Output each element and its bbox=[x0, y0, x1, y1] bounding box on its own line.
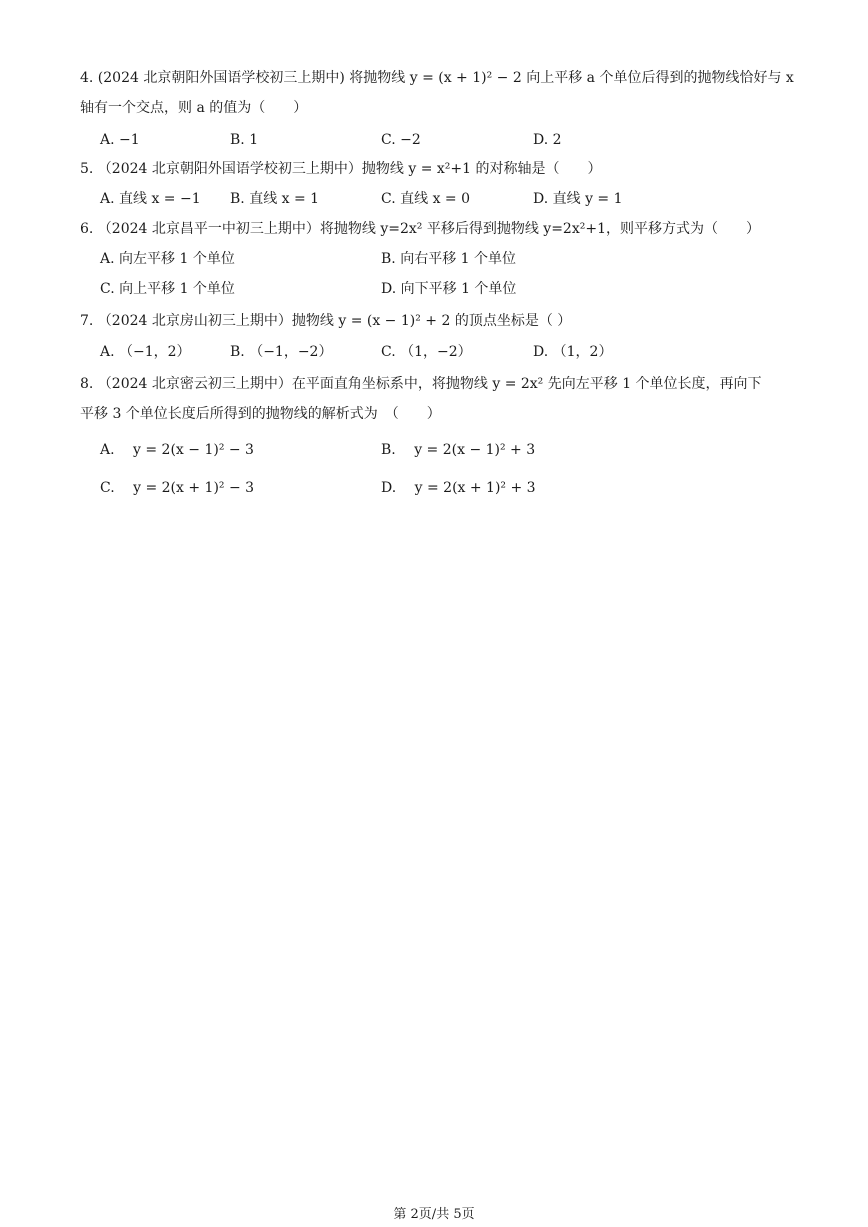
question-5-option-c: C. 直线 x = 0 bbox=[381, 191, 470, 207]
question-8-stem-line-1: 8. （2024 北京密云初三上期中）在平面直角坐标系中，将抛物线 y = 2x² 先向左平移 1 个单位长度，再向下 bbox=[80, 376, 762, 392]
question-7-stem: 7. （2024 北京房山初三上期中）抛物线 y = (x − 1)² + 2 的顶点坐标是（ ） bbox=[80, 313, 572, 329]
question-8-stem-line-2: 平移 3 个单位长度后所得到的抛物线的解析式为 （ ） bbox=[80, 406, 441, 422]
page-number-footer: 第 2页/共 5页 bbox=[393, 1207, 475, 1222]
question-6-option-b: B. 向右平移 1 个单位 bbox=[381, 251, 516, 267]
question-5-option-d: D. 直线 y = 1 bbox=[533, 191, 623, 207]
question-8-option-d: D. y = 2(x + 1)² + 3 bbox=[381, 480, 536, 496]
question-6-option-c: C. 向上平移 1 个单位 bbox=[100, 281, 235, 297]
question-5-option-b: B. 直线 x = 1 bbox=[230, 191, 320, 207]
question-6-option-a: A. 向左平移 1 个单位 bbox=[100, 251, 235, 267]
question-7-option-b: B. （−1，−2） bbox=[230, 344, 333, 360]
question-6-option-d: D. 向下平移 1 个单位 bbox=[381, 281, 517, 297]
question-8-option-a: A. y = 2(x − 1)² − 3 bbox=[100, 442, 254, 458]
question-5-stem: 5. （2024 北京朝阳外国语学校初三上期中）抛物线 y = x²+1 的对称轴是（ ） bbox=[80, 161, 602, 177]
question-7-option-c: C. （1，−2） bbox=[381, 344, 472, 360]
question-4-stem-line-2: 轴有一个交点，则 a 的值为（ ） bbox=[80, 100, 308, 116]
question-4-option-d: D. 2 bbox=[533, 132, 562, 148]
question-4-option-b: B. 1 bbox=[230, 132, 259, 148]
question-8-option-c: C. y = 2(x + 1)² − 3 bbox=[100, 480, 255, 496]
question-4-option-c: C. −2 bbox=[381, 132, 421, 148]
question-7-option-a: A. （−1，2） bbox=[100, 344, 191, 360]
question-4-stem-line-1: 4. (2024 北京朝阳外国语学校初三上期中) 将抛物线 y = (x + 1)² − 2 向上平移 a 个单位后得到的抛物线恰好与 x bbox=[80, 70, 794, 86]
question-7-option-d: D. （1，2） bbox=[533, 344, 613, 360]
question-6-stem: 6. （2024 北京昌平一中初三上期中）将抛物线 y=2x² 平移后得到抛物线 y=2x²+1，则平移方式为（ ） bbox=[80, 221, 760, 237]
question-5-option-a: A. 直线 x = −1 bbox=[100, 191, 201, 207]
question-4-option-a: A. −1 bbox=[100, 132, 140, 148]
question-8-option-b: B. y = 2(x − 1)² + 3 bbox=[381, 442, 536, 458]
